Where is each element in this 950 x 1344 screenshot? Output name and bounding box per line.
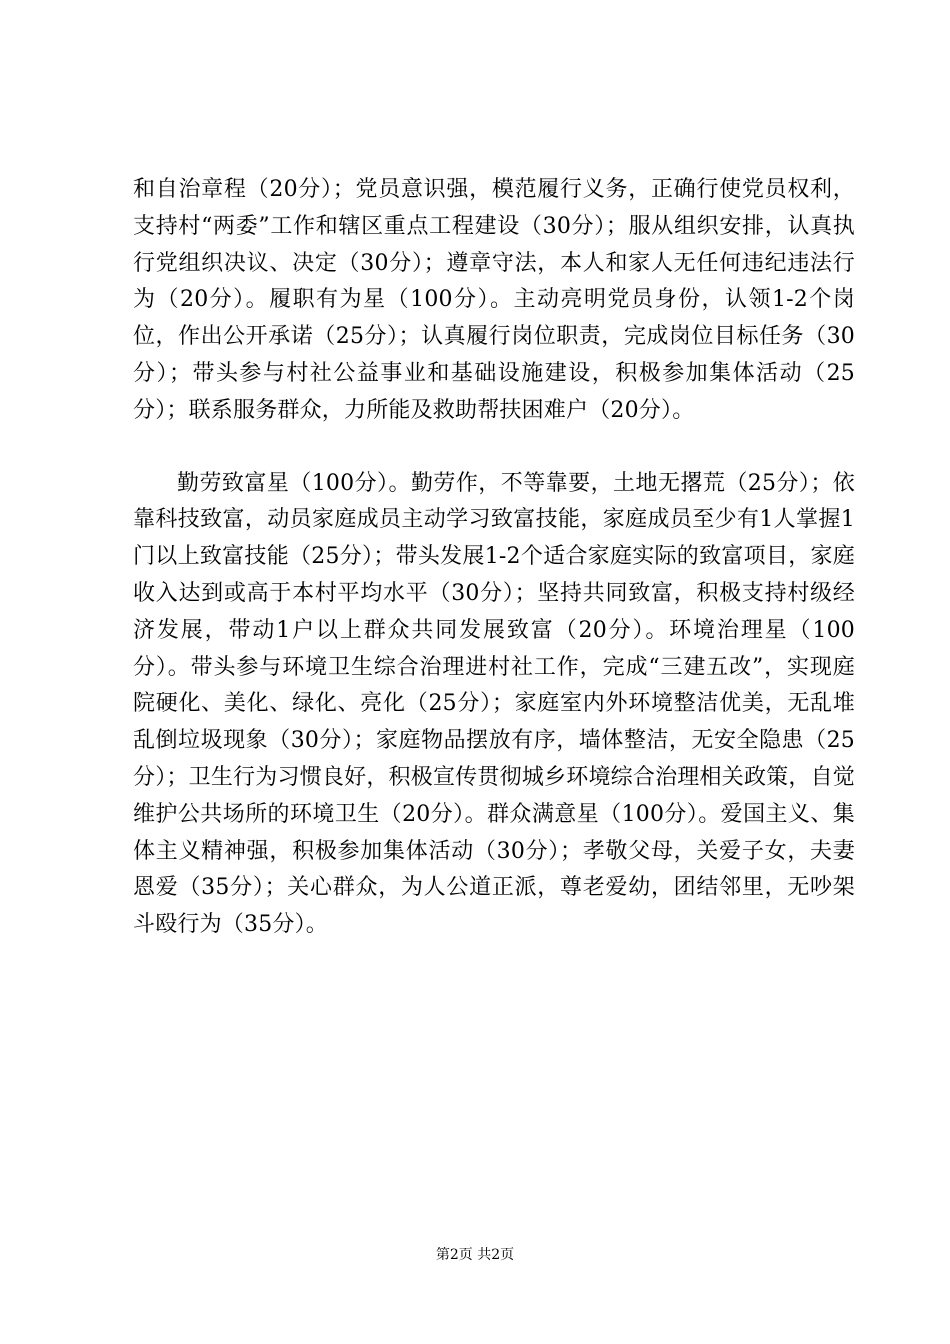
paragraph-2: 勤劳致富星（100分）。勤劳作，不等靠要，土地无撂荒（25分）；依靠科技致富，动员家庭成员主动学习致富技能，家庭成员至少有1人掌握1门以上致富技能（25分）；带头发展1-2个适合家庭实际的致富项目，家庭收入达到或高于本村平均水平（30分）；坚持共同致富，积极支持村级经济发展，带动1户以上群众共同发展致富（20分）。环境治理星（100分）。带头参与环境卫生综合治理进村社工作，完成“三建五改”，实现庭院硬化、美化、绿化、亮化（25分）；家庭室内外环境整洁优美，无乱堆乱倒垃圾现象（30分）；家庭物品摆放有序，墙体整洁，无安全隐患（25分）；卫生行为习惯良好，积极宣传贯彻城乡环境综合治理相关政策，自觉维护公共场所的环境卫生（20分）。群众满意星（100分）。爱国主义、集体主义精神强，积极参加集体活动（30分）；孝敬父母，关爱子女，夫妻恩爱（35分）；关心群众，为人公道正派，尊老爱幼，团结邻里，无吵架斗殴行为（35分）。: [133, 470, 855, 938]
page-number-footer: 第2页 共2页: [435, 1247, 515, 1263]
paragraph-1: 和自治章程（20分）；党员意识强，模范履行义务，正确行使党员权利，支持村“两委”工作和辖区重点工程建设（30分）；服从组织安排，认真执行党组织决议、决定（30分）；遵章守法，本人和家人无任何违纪违法行为（20分）。履职有为星（100分）。主动亮明党员身份，认领1-2个岗位，作出公开承诺（25分）；认真履行岗位职责，完成岗位目标任务（30分）；带头参与村社公益事业和基础设施建设，积极参加集体活动（25分）；联系服务群众，力所能及救助帮扶困难户（20分）。: [133, 177, 855, 423]
document-body: [133, 172, 855, 944]
